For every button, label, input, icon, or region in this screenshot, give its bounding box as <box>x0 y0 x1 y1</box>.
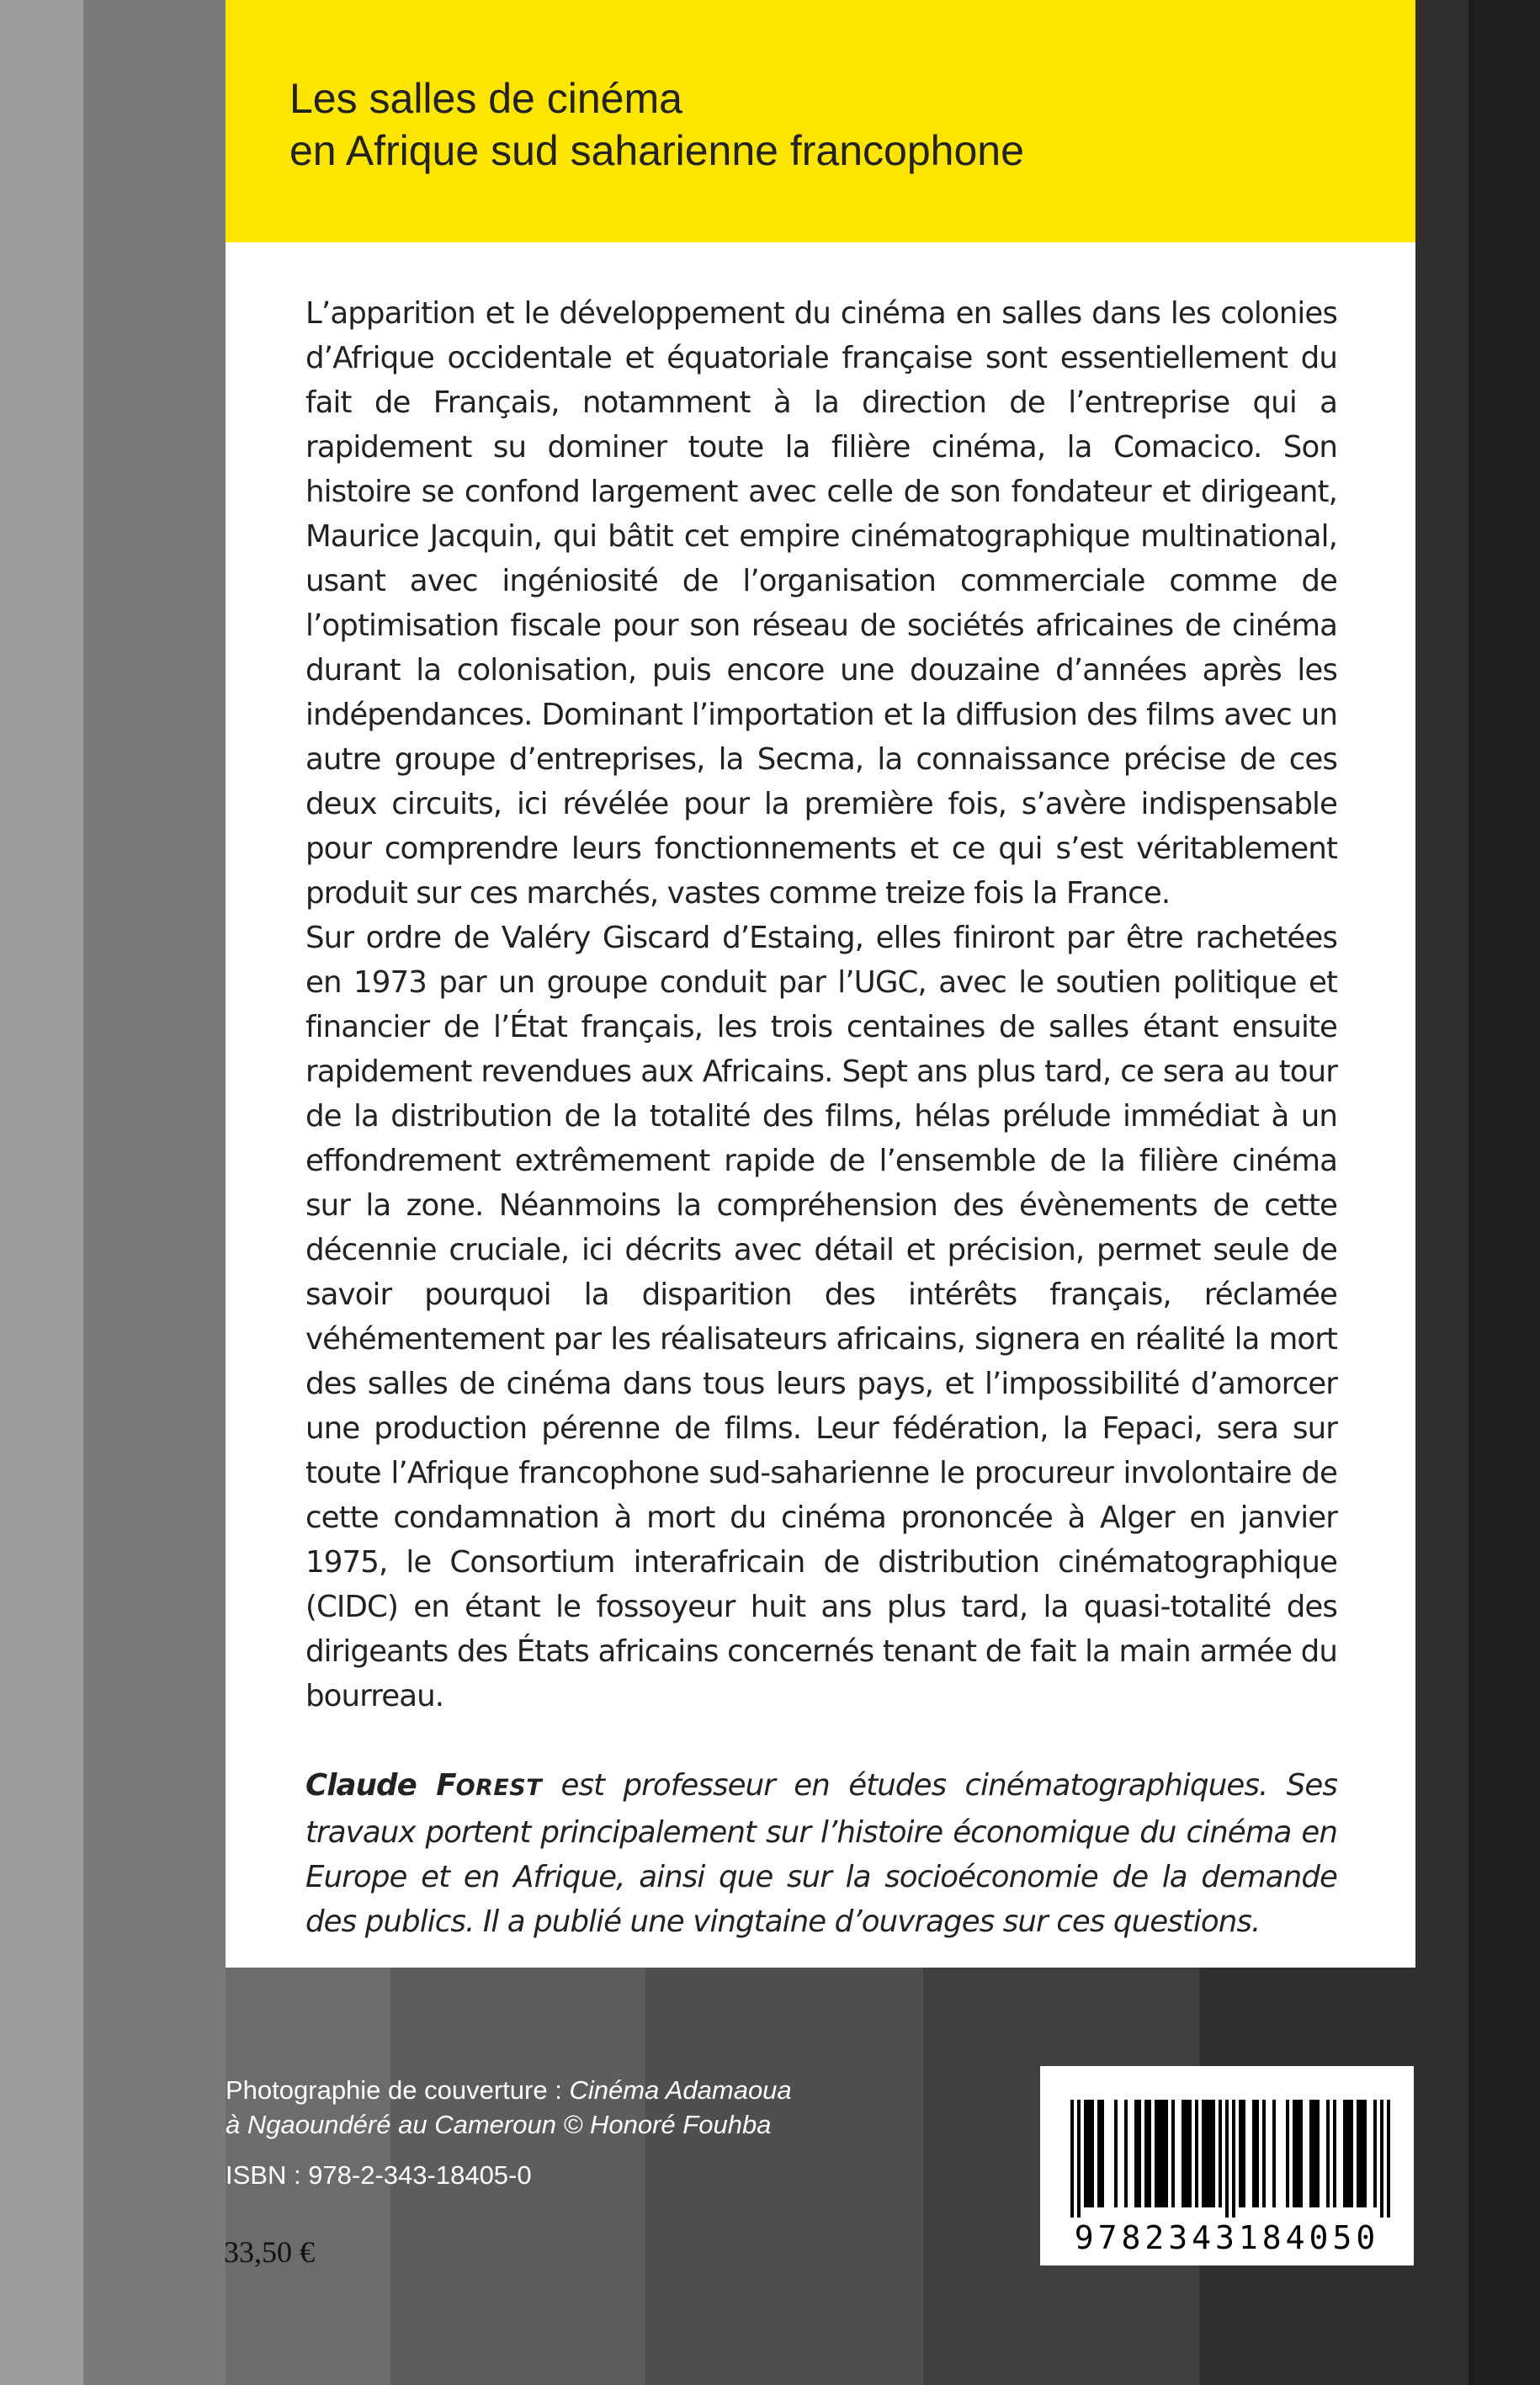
barcode-bar <box>1225 2100 1229 2218</box>
barcode-bar <box>1182 2100 1185 2207</box>
barcode-bar <box>1134 2100 1138 2207</box>
barcode-bar <box>1363 2100 1367 2207</box>
barcode-bar <box>1286 2100 1289 2207</box>
barcode-bar <box>1144 2100 1148 2207</box>
barcode-bar <box>1272 2100 1276 2207</box>
barcode-bar <box>1097 2100 1101 2207</box>
barcode-bar <box>1296 2100 1299 2207</box>
barcode-bar <box>1212 2100 1215 2207</box>
barcode-bar <box>1087 2100 1091 2207</box>
barcode-bar <box>1202 2100 1205 2207</box>
barcode-bar <box>1252 2100 1256 2207</box>
barcode-bar <box>1313 2100 1316 2207</box>
stripe <box>0 0 83 2385</box>
barcode-bar <box>1346 2100 1350 2207</box>
barcode-box <box>1040 2066 1414 2265</box>
author-bio <box>305 1763 1337 1944</box>
barcode-bar <box>1309 2100 1313 2207</box>
barcode-bar <box>1124 2100 1128 2207</box>
barcode-bar <box>1256 2100 1259 2207</box>
title-box <box>226 0 1415 242</box>
barcode-bar <box>1138 2100 1141 2207</box>
barcode-bar <box>1299 2100 1303 2207</box>
barcode-bar <box>1158 2100 1161 2207</box>
barcode-bar <box>1360 2100 1363 2207</box>
barcode-bar <box>1084 2100 1087 2207</box>
barcode-bar <box>1101 2100 1104 2207</box>
barcode-bar <box>1091 2100 1094 2207</box>
photo-credit: Photographie de couverture : Cinéma Adamaoua à Ngaoundéré au Cameroun © Honoré Fouhba <box>226 2075 792 2139</box>
barcode-bar <box>1155 2100 1158 2207</box>
barcode-bar <box>1380 2100 1383 2218</box>
barcode-bar <box>1161 2100 1165 2207</box>
barcode-bar <box>1262 2100 1266 2207</box>
barcode-bar <box>1333 2100 1336 2207</box>
title-line-2: en Afrique sud saharienne francophone <box>289 127 1024 174</box>
barcode-bar <box>1357 2100 1360 2207</box>
barcode-bar <box>1188 2100 1192 2207</box>
barcode-bar <box>1185 2100 1188 2207</box>
barcode-bar <box>1171 2100 1175 2207</box>
barcode-bar <box>1387 2100 1390 2218</box>
barcode-bar <box>1077 2100 1081 2218</box>
barcode-bar <box>1219 2100 1222 2207</box>
author-bio-text: est professeur en études cinématographiques. Ses travaux portent principalement sur l’histoire économique du cinéma en Europe et en Afrique, ainsi que sur la socioéconomie de la demande des publics. Il a publié une vingtaine d’ouvrages sur ces questions. <box>305 1768 1337 1939</box>
barcode-bar <box>1148 2100 1151 2207</box>
barcode-bar <box>1070 2100 1074 2218</box>
summary-paragraph-1: L’apparition et le développement du cinéma en salles dans les colonies d’Afrique occidentale et équatoriale française sont essentiellement du fait de Français, notamment à la direction de l’entreprise qui a rapidement su dominer toute la filière cinéma, la Comacico. Son histoire se confond largement avec celle de son fondateur et dirigeant, Maurice Jacquin, qui bâtit cet empire cinématographique multinational, usant avec ingéniosité de l’organisation commerciale comme de l’optimisation fiscale pour son réseau de sociétés africaines de cinéma durant la colonisation, puis encore une douzaine d’années après les indépendances. Dominant l’importation et la diffusion des films avec un autre groupe d’entreprises, la Secma, la connaissance précise de ces deux circuits, ici révélée pour la première fois, s’avère indispensable pour comprendre leurs fonctionnements et ce qui s’est véritablement produit sur ces marchés, vastes comme treize fois la France. <box>305 296 1337 911</box>
barcode-bar <box>1195 2100 1198 2207</box>
barcode-bar <box>1316 2100 1320 2207</box>
barcode-bar <box>1293 2100 1296 2207</box>
barcode-bar <box>1165 2100 1168 2207</box>
barcode-bar <box>1114 2100 1118 2207</box>
barcode-digits: 9782343184050 <box>1074 2219 1380 2256</box>
author-name: Claude FOREST <box>305 1768 543 1803</box>
barcode-bar <box>1350 2100 1353 2207</box>
barcode-bar <box>1242 2100 1245 2207</box>
price: 33,50 € <box>224 2235 315 2269</box>
summary-paragraph-2: Sur ordre de Valéry Giscard d’Estaing, elles finiront par être rachetées en 1973 par un groupe conduit par l’UGC, avec le soutien politique et financier de l’État français, les trois centaines de salles étant ensuite rapidement revendues aux Africains. Sept ans plus tard, ce sera au tour de la distribution de la totalité des films, hélas prélude immédiat à un effondrement extrêmement rapide de l’ensemble de la filière cinéma sur la zone. Néanmoins la compréhension des évènements de cette décennie cruciale, ici décrits avec détail et précision, permet seule de savoir pourquoi la disparition des intérêts français, réclamée véhémentement par les réalisateurs africains, signera en réalité la mort des salles de cinéma dans tous leurs pays, et l’impossibilité d’amorcer une production pérenne de films. Leur fédération, la Fepaci, sera sur toute l’Afrique francophone sud-saharienne le procureur involontaire de cette condamnation à mort du cinéma prononcée à Alger en janvier 1975, le Consortium interafricain de distribution cinématographique (CIDC) en étant le fossoyeur huit ans plus tard, la quasi-totalité des dirigeants des États africains concernés tenant de fait la main armée du bourreau. <box>305 921 1337 1713</box>
barcode <box>1047 2100 1407 2218</box>
stripe <box>83 0 226 2385</box>
barcode-bar <box>1343 2100 1346 2207</box>
back-cover-text-box <box>226 242 1415 1968</box>
barcode-bar <box>1326 2100 1330 2207</box>
stripe <box>1468 0 1540 2385</box>
barcode-bar <box>1208 2100 1212 2207</box>
barcode-bar <box>1205 2100 1208 2207</box>
barcode-bar <box>1239 2100 1242 2207</box>
isbn: ISBN : 978-2-343-18405-0 <box>226 2160 532 2190</box>
barcode-bar <box>1232 2100 1235 2218</box>
title-line-1: Les salles de cinéma <box>289 75 682 122</box>
barcode-bar <box>1373 2100 1377 2207</box>
